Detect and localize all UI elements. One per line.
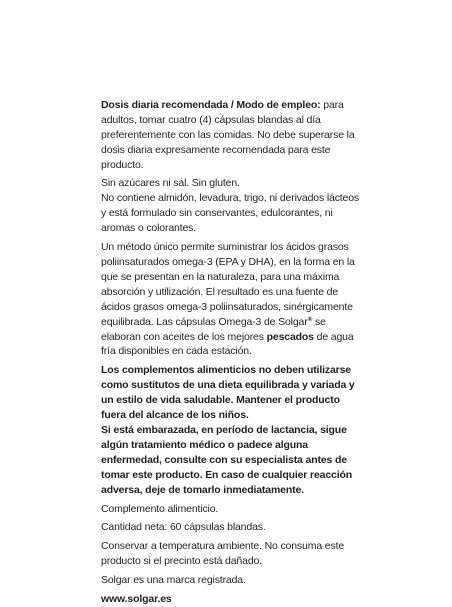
free-from-line-1: Sin azúcares ni sal. Sin gluten.: [101, 177, 240, 190]
storage-line: Conservar a temperatura ambiente. No consuma este producto si el precinto está dañado.: [101, 540, 345, 568]
registered-mark: ®: [307, 315, 313, 323]
warning-paragraph-1: Los complementos alimenticios no deben utilizarse como sustitutos de una dieta equilibrada y variada y un estilo de vida saludable. Mantener el producto fuera del alcance de los niños.: [101, 364, 355, 422]
dosage-heading: Dosis diaria recomendada / Modo de empleo:: [101, 99, 321, 111]
free-from-line-2: No contiene almidón, levadura, trigo, ni derivados lácteos y está formulado sin conservantes, edulcorantes, ni aromas o colorantes.: [101, 192, 360, 235]
method-text-2: se elaboran con aceites de los mejores: [101, 315, 326, 343]
website-link[interactable]: www.solgar.es: [101, 593, 172, 606]
warning-paragraph-2: Si está embarazada, en período de lactancia, sigue algún tratamiento médico o padece alguna enfermedad, consulte con su especialista antes de tomar este producto. En caso de cualquier reacción adversa, deje de tomarlo inmediatamente.: [101, 424, 352, 496]
product-label-text: [101, 98, 363, 607]
method-text-1: Un método único permite suministrar los ácidos grasos poliinsaturados omega-3 (EPA y DHA), en la forma en la que se presentan en la naturaleza, para una máxima absorción y utilización. El resultado es una fuente de ácidos grasos omega-3 poliinsaturados, sinérgicamente equilibrada. Las cápsulas Omega-3 de Solgar: [101, 241, 355, 328]
supplement-line: Complemento alimenticio.: [101, 502, 219, 515]
method-bold-word: pescados: [266, 330, 314, 343]
net-quantity-line: Cantidad neta: 60 cápsulas blandas.: [101, 521, 266, 534]
dosage-paragraph: [101, 98, 363, 173]
dosage-text: para adultos, tomar cuatro (4) cápsulas blandas al día preferentemente con las comidas. No debe superarse la dosis diaria expresamente recomendada para este producto.: [101, 99, 355, 171]
trademark-line: Solgar es una marca registrada.: [101, 574, 246, 587]
method-text-3: de agua fría disponibles en cada estación.: [101, 330, 354, 358]
method-paragraph: [101, 240, 363, 359]
